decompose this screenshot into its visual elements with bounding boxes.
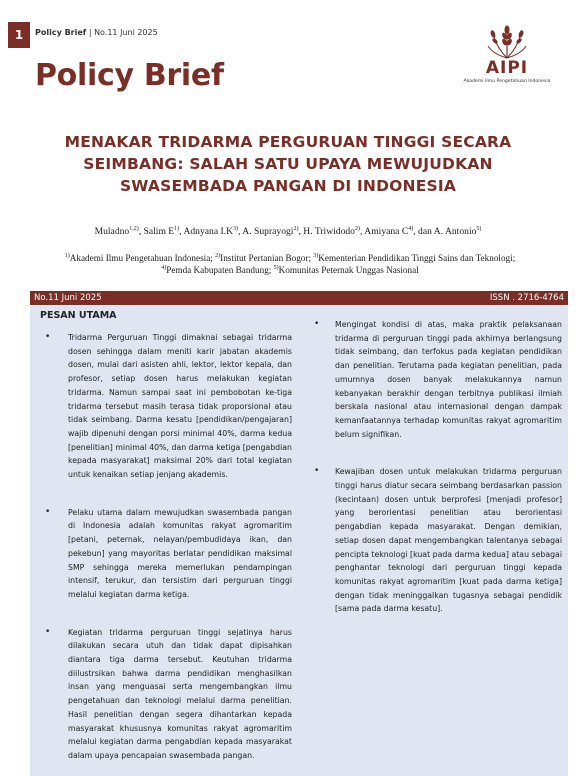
author-separator: , [179, 226, 184, 237]
running-header-brand: Policy Brief [35, 28, 87, 37]
wheat-emblem-icon [487, 24, 527, 60]
author: A. Antonio [433, 226, 477, 237]
author: A. Suprayogi [242, 226, 294, 237]
running-header-issue: | No.11 Juni 2025 [86, 28, 158, 37]
key-message-item [310, 318, 562, 441]
running-header [35, 28, 158, 37]
key-messages-panel [30, 306, 568, 776]
author-list [20, 226, 556, 237]
affiliation-mark: 3) [313, 252, 319, 259]
key-message-text: Tridarma Perguruan Tinggi dimaknai sebagai tridarma dosen sehingga dalam meniti karir jabatan akademis dosen, mulai dari asisten ahli, lektor, lektor kepala, dan profesor, setiap dosen harus melakukan kegiatan tridarma. Namun sampai saat ini pembobotan ke-tiga tridarma tersebut masih terasa tidak proporsional atau tidak seimbang. Darma kesatu [pendidikan/pengajaran] wajib dipenuhi dengan porsi minimal 40%, darma kedua [penelitian] minimal 40%, dan darma ketiga [pengabdian kepada masyarakat] maksimal 20% dari total kegiatan untuk kenaikan setiap jenjang akademis. [68, 333, 292, 480]
author: Muladno [94, 226, 130, 237]
section-heading: PESAN UTAMA [40, 310, 117, 321]
author-separator: , [138, 226, 144, 237]
info-bar [30, 291, 568, 305]
issue-label: No.11 Juni 2025 [34, 293, 102, 303]
aipi-logo [462, 24, 552, 99]
author-separator: , [359, 226, 365, 237]
right-column [310, 318, 562, 616]
author: Salim E [143, 226, 175, 237]
key-message-item [30, 331, 298, 482]
author-affiliation-mark: 2) [293, 225, 299, 232]
key-message-item [310, 465, 562, 616]
author: H. Triwidodo [303, 226, 355, 237]
key-message-text: Pelaku utama dalam mewujudkan swasembada pangan di Indonesia adalah komunitas rakyat agromaritim [petani, peternak, nelayan/pembudidaya ikan, dan pekebun] yang mayoritas berlatar pendidikan maksimal SMP sehingga mereka memerlukan pendampingan intensif, terukur, dan tersistim dari perguruan tinggi melalui kegiatan darma ketiga. [68, 507, 292, 599]
author-affiliation-mark: 2) [354, 225, 360, 232]
author: Adnyana I.K [183, 226, 234, 237]
author-separator: , dan [413, 226, 434, 237]
page-number: 1 [8, 22, 30, 48]
author-separator: , [298, 226, 304, 237]
key-message-text: Mengingat kondisi di atas, maka praktik pelaksanaan tridarma di perguruan tinggi pada akhirnya berlangsung tidak seimbang, dan terfokus pada kegiatan pendidikan dan penelitian. Terutama pada kegiatan penelitian, pada umumnya dosen banyak melakukannya namun kebanyakan berakhir dengan terbitnya publikasi ilmiah berskala nasional atau internasional dengan dampak kemanfaatannya terhadap komunitas rakyat agromaritim belum signifikan. [335, 320, 562, 439]
key-message-text: Kewajiban dosen untuk melakukan tridarma perguruan tinggi harus diatur secara seimbang berdasarkan passion (kecintaan) dosen untuk berprofesi [menjadi profesor] yang berorientasi penelitian atau berorientasi pengabdian kepada masyarakat. Dengan demikian, setiap dosen dapat mengembangkan talentanya sebagai pencipta teknologi [kuat pada darma kedua] atau sebagai penghantar teknologi dari perguruan tinggi kepada komunitas rakyat agromaritim [kuat pada darma ketiga] dengan tidak meninggalkan tugasnya sebagai pendidik [sama pada darma kesatu]. [335, 467, 562, 614]
affiliation-list [20, 252, 560, 276]
key-message-text: Kegiatan tridarma perguruan tinggi sejatinya harus dilakukan secara utuh dan tidak dapat dipisahkan diantara tiga darma tersebut. Keutuhan tridarma diilustrsikan bahwa darma pendidikan menghasilkan insan yang menguasai serta mengembangkan ilmu pengetahuan dan teknologi melalui darma penelitian. Hasil penelitian dengan segera dihantarkan kepada masyarakat khususnya komunitas rakyat agromaritim melalui kegiatan darma pengabdian kepada masyarakat dalam upaya pencapaian swasembada pangan. [68, 627, 292, 760]
bullet-icon: • [45, 626, 51, 637]
affiliation: Komunitas Peternak Unggas Nasional [278, 265, 419, 275]
key-message-item [30, 626, 298, 763]
bullet-icon: • [45, 506, 51, 517]
affiliation-mark: 2) [215, 252, 221, 259]
bullet-icon: • [45, 332, 51, 342]
author-affiliation-mark: 5) [476, 225, 482, 232]
page-title: Policy Brief [35, 58, 224, 93]
affiliation-mark: 5) [273, 264, 279, 271]
logo-wordmark: AIPI [485, 58, 529, 78]
affiliation-mark: 1) [64, 252, 70, 259]
document-title: MENAKAR TRIDARMA PERGURUAN TINGGI SECARA SEIMBANG: SALAH SATU UPAYA MEWUJUDKAN SWASEMBADA PANGAN DI INDONESIA [64, 133, 512, 195]
affiliation: Pemda Kabupaten Bandung; [166, 265, 274, 275]
left-column [30, 306, 298, 763]
affiliation: Akademi Ilmu Pengetahuan Indonesia; [69, 253, 216, 263]
author: Amiyana C [364, 226, 409, 237]
author-affiliation-mark: 1) [174, 225, 180, 232]
bullet-icon: • [314, 466, 320, 477]
author-affiliation-mark: 1,2) [129, 225, 139, 232]
author-separator: , [238, 226, 243, 237]
bullet-icon: • [314, 319, 320, 329]
logo-tagline: Akademi Ilmu Pengetahuan Indonesia [463, 79, 551, 84]
key-message-item [30, 506, 298, 602]
affiliation: Institut Pertanian Bogor; [220, 253, 314, 263]
affiliation-mark: 4) [161, 264, 167, 271]
affiliation: Kementerian Pendidikan Tinggi Sains dan Teknologi; [318, 253, 516, 263]
issn-label: ISSN . 2716-4764 [489, 293, 564, 303]
author-affiliation-mark: 4) [408, 225, 414, 232]
author-affiliation-mark: 3) [233, 225, 239, 232]
